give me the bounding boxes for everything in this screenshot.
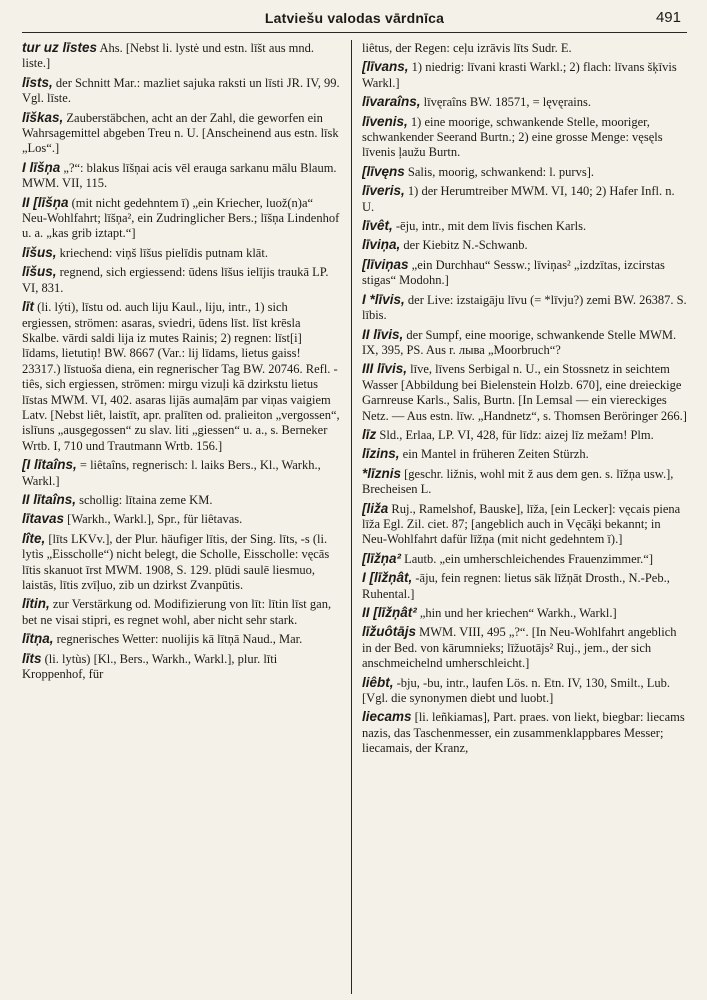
- entry-headword: līzins,: [362, 446, 400, 462]
- column-divider: [351, 40, 352, 994]
- entry-text: Ruj., Ramelshof, Bauske], līža, [ein Lecker]: vęcais piena līža Egl. Zil. ciet. 87; [angeblich auch in Vęcāķi bekannt; in Neu-Wohlfahrt dafür līžņa (mit nicht gedehntem ī).]: [362, 501, 681, 547]
- entry-text: [geschr. ližnis, wohl mit ž aus dem gen. s. līžņa usw.], Brecheisen L.: [362, 466, 674, 497]
- entry-headword: lītin,: [22, 596, 50, 612]
- entry-headword: liêbt,: [362, 674, 394, 690]
- columns: [22, 40, 687, 994]
- right-column: [362, 40, 687, 994]
- entry-text: der Schnitt Mar.: mazliet sajuka raksti un līsti JR. IV, 99. Vgl. līste.: [22, 75, 340, 106]
- entry-headword: II lītaîns,: [22, 491, 77, 507]
- entry-headword: II [līžņât²: [362, 605, 417, 620]
- entry-headword: līšus,: [22, 244, 57, 260]
- dictionary-entry: [362, 292, 687, 324]
- entry-text: kriechend: viņš līšus pielīdis putnam klāt.: [56, 245, 268, 260]
- entry-text: ein Mantel in früheren Zeiten Stürzh.: [399, 447, 589, 462]
- entry-headword: līsts,: [22, 74, 53, 90]
- entry-text: -ēju, intr., mit dem līvis fischen Karls.: [392, 219, 587, 234]
- entry-text: der Live: izstaigāju līvu (= *līvju?) zemi BW. 26387. S. lībis.: [362, 292, 687, 323]
- dictionary-entry: [362, 218, 687, 234]
- entry-headword: līts: [22, 650, 42, 666]
- dictionary-entry: [362, 446, 687, 462]
- entry-text: līvęraîns BW. 18571, = lęvęrains.: [420, 95, 591, 110]
- entry-text: Lautb. „ein umherschleichendes Frauenzimmer.“]: [401, 551, 653, 566]
- dictionary-entry: [22, 160, 340, 192]
- page-title: Latviešu valodas vārdnīca: [264, 10, 445, 26]
- dictionary-entry: [22, 511, 340, 527]
- entry-text: Salis, moorig, schwankend: l. purvs].: [404, 164, 594, 179]
- entry-headword: līvêt,: [362, 218, 393, 234]
- entry-headword: I [līžņât,: [362, 570, 413, 586]
- entry-headword: I *līvis,: [362, 291, 405, 307]
- page-header: [22, 6, 687, 33]
- dictionary-entry: [362, 551, 687, 567]
- entry-text: -āju, fein regnen: lietus sāk līžņāt Drosth., N.-Peb., Ruhental.]: [362, 571, 670, 601]
- entry-headword: lîte,: [22, 530, 46, 546]
- dictionary-entry: [362, 40, 687, 56]
- dictionary-entry: [22, 110, 340, 157]
- entry-headword: III līvis,: [362, 361, 408, 377]
- entry-text: „hin und her kriechen“ Warkh., Warkl.]: [416, 606, 617, 620]
- entry-text: „?“: blakus līšņai acis vēl erauga sarkanu mālu Blaum. MWM. VII, 115.: [22, 160, 337, 191]
- dictionary-entry: [362, 570, 687, 602]
- dictionary-entry: [362, 114, 687, 161]
- entry-headword: līz: [362, 426, 377, 442]
- dictionary-entry: [22, 75, 340, 107]
- entry-headword: [I lītaîns,: [22, 457, 77, 473]
- dictionary-entry: [362, 327, 687, 359]
- dictionary-entry: [22, 245, 340, 261]
- entry-headword: lītņa,: [22, 631, 54, 647]
- entry-text: (li. lytùs) [Kl., Bers., Warkh., Warkl.], plur. līti Kroppenhof, für: [22, 651, 278, 682]
- entry-text: = liêtaîns, regnerisch: l. laiks Bers., Kl., Warkh., Warkl.]: [22, 458, 321, 488]
- dictionary-entry: [362, 237, 687, 253]
- entry-headword: [līvans,: [362, 59, 409, 75]
- entry-text: regnerisches Wetter: nuolijis kā lītņā Naud., Mar.: [53, 632, 303, 647]
- entry-headword: līžuôtājs: [362, 624, 417, 640]
- entry-text: 1) der Herumtreiber MWM. VI, 140; 2) Hafer Infl. n. U.: [362, 184, 675, 214]
- entry-headword: līškas,: [22, 109, 64, 125]
- entry-text: [Warkh., Warkl.], Spr., für liêtavas.: [64, 512, 243, 527]
- entry-text: 1) niedrig: līvani krasti Warkl.; 2) flach: līvans šķīvis Warkl.]: [362, 60, 677, 90]
- entry-headword: [līviņas: [362, 256, 409, 272]
- entry-headword: līvaraîns,: [362, 94, 421, 110]
- entry-text: Zauberstäbchen, acht an der Zahl, die geworfen ein Wahrsagemittel abgeben Treu n. U. [Anscheinend aus estn. līsk „Los“.]: [22, 110, 339, 156]
- left-column: [22, 40, 340, 994]
- dictionary-entry: [22, 531, 340, 594]
- dictionary-entry: [22, 264, 340, 296]
- entry-text: -bju, -bu, intr., laufen Lös. n. Etn. IV, 130, Smilt., Lub. [Vgl. die synonymen diebt und luobt.]: [362, 675, 671, 706]
- entry-text: līve, līvens Serbigal n. U., ein Stossnetz in seichtem Wasser [Abbildung bei Bielenstein Holzb. 670], eine dreieckige Garnreuse Karls., Salis, Burtn. [In Lemsal — ein viereckiges Netz. — Aus estn. līw. „Handnetz“, s. Thomsen Beröringer 266.]: [362, 362, 687, 423]
- entry-headword: [līžņa²: [362, 550, 401, 566]
- dictionary-entry: [22, 457, 340, 489]
- entry-headword: līveris,: [362, 183, 405, 199]
- dictionary-entry: [22, 299, 340, 454]
- entry-headword: II [līšņa: [22, 194, 69, 210]
- entry-headword: II līvis,: [362, 326, 404, 342]
- entry-text: Ahs. [Nebst li. lystė und estn. līšt aus mnd. liste.]: [22, 41, 315, 71]
- entry-text: regnend, sich ergiessend: ūdens līšus ielījis traukā LP. VI, 831.: [22, 265, 329, 295]
- entry-text: (mit nicht gedehntem ī) „ein Kriecher, luož(n)a“ Neu-Wohlfahrt; līšņa², ein Zudringlicher Bers.; līšņa Lindenhof u. a. „kas grib iztapt.“]: [22, 195, 340, 241]
- entry-text: „ein Durchhau“ Sessw.; līviņas² „izdzītas, izcirstas stigas“ Modohn.]: [362, 257, 665, 288]
- entry-text: (li. lýti), līstu od. auch liju Kaul., liju, intr., 1) sich ergiessen, strömen: asaras, sviedri, ūdens līst. līst krēsla Skalbe. vārdi saldi lija iz mutes Rainis; 2) regnen: līst[i] līdams, lietutiņ! BW. 8667 (Var.: lij līdams, lietus gaiss! 23317.) līstuoša diena, ein regnerischer Tag BW. 20746. Refl. -tiês, sich ergiessen, strömen: mirgu vizuļi kā dzirkstu lietus līstas MWM. VI, 402. asaras lijās aumaļām par viņas vaigiem Latv. [Nebst liêt, laistīt, apr. pralīten od. pralieiton „vergossen“, islīuns „ausgegossen“ zu slav. liti „giessen“ u. a., s. Berneker Wrtb. I, 710 und Trautmann Wrtb. 156.]: [22, 300, 340, 453]
- entry-text: der Kiebitz N.-Schwanb.: [400, 238, 528, 253]
- dictionary-entry: [362, 427, 687, 443]
- dictionary-entry: [362, 257, 687, 289]
- entry-headword: tur uz līstes: [22, 40, 98, 55]
- dictionary-entry: [22, 631, 340, 647]
- entry-text: 1) eine moorige, schwankende Stelle, mooriger, schwankender Seerand Burtn.; 2) eine grosse Menge: vęsęls līvenis ļaužu Burtn.: [362, 114, 663, 160]
- dictionary-entry: [362, 164, 687, 180]
- entry-headword: liecams: [362, 709, 412, 725]
- dictionary-entry: [362, 183, 687, 215]
- entry-text: MWM. VIII, 495 „?“. [In Neu-Wohlfahrt angeblich in der Bed. von kārumnieks; līžuotājs² Ruj., jem., der sich anschmeichelnd umherschleicht.]: [362, 625, 677, 671]
- entry-headword: līt: [22, 299, 34, 315]
- entry-headword: līvenis,: [362, 113, 408, 129]
- dictionary-entry: [362, 94, 687, 110]
- entry-headword: I līšņa: [22, 159, 61, 175]
- dictionary-entry: [22, 40, 340, 72]
- dictionary-entry: [362, 675, 687, 707]
- entry-text: der Sumpf, eine moorige, schwankende Stelle MWM. IX, 395, PS. Aus r. лыва „Moorbruch“?: [362, 327, 677, 357]
- dictionary-entry: [22, 195, 340, 242]
- dictionary-entry: [362, 709, 687, 756]
- dictionary-entry: [362, 501, 687, 548]
- entry-headword: *līznis: [362, 465, 402, 481]
- entry-text: Sld., Erlaa, LP. VI, 428, für līdz: aizej līz mežam! Plm.: [376, 427, 654, 442]
- dictionary-entry: [362, 605, 687, 621]
- dictionary-entry: [362, 59, 687, 91]
- page-number: 491: [655, 9, 681, 26]
- entry-text: zur Verstärkung od. Modifizierung von līt: lītin līst gan, bet ne visai stipri, es regnet wohl, aber nicht sehr stark.: [22, 597, 332, 627]
- dictionary-entry: [22, 651, 340, 683]
- dictionary-entry: [22, 596, 340, 628]
- entry-text: [li. leñkiamas], Part. praes. von liekt, biegbar: liecams nazis, das Taschenmesser, ein zusammenklappbares Messer; liecamais, der Kranz,: [362, 710, 685, 756]
- dictionary-entry: [22, 492, 340, 508]
- entry-headword: [līvęns: [362, 163, 405, 179]
- dictionary-entry: [362, 466, 687, 498]
- dictionary-entry: [362, 361, 687, 424]
- entry-text: liêtus, der Regen: ceļu izrāvis līts Sudr. E.: [362, 41, 572, 55]
- entry-headword: lītavas: [22, 511, 65, 527]
- dictionary-entry: [362, 624, 687, 671]
- entry-text: [līts LKVv.], der Plur. häufiger lītis, der Sing. līts, -s (li. lytìs „Eisscholle“) nicht belegt, die Scholle, Eisscholle: vęcās lītis skanuot īrst MWM. 1908, S. 129. plūdi saulē liesmuo, laistās, lītis zvīļuo, zib un dzirkst Zvanpūtis.: [22, 531, 330, 592]
- entry-headword: līviņa,: [362, 237, 401, 253]
- entry-headword: [liža: [362, 500, 389, 516]
- entry-headword: līšus,: [22, 264, 57, 280]
- entry-text: schollig: lītaina zeme KM.: [76, 492, 213, 507]
